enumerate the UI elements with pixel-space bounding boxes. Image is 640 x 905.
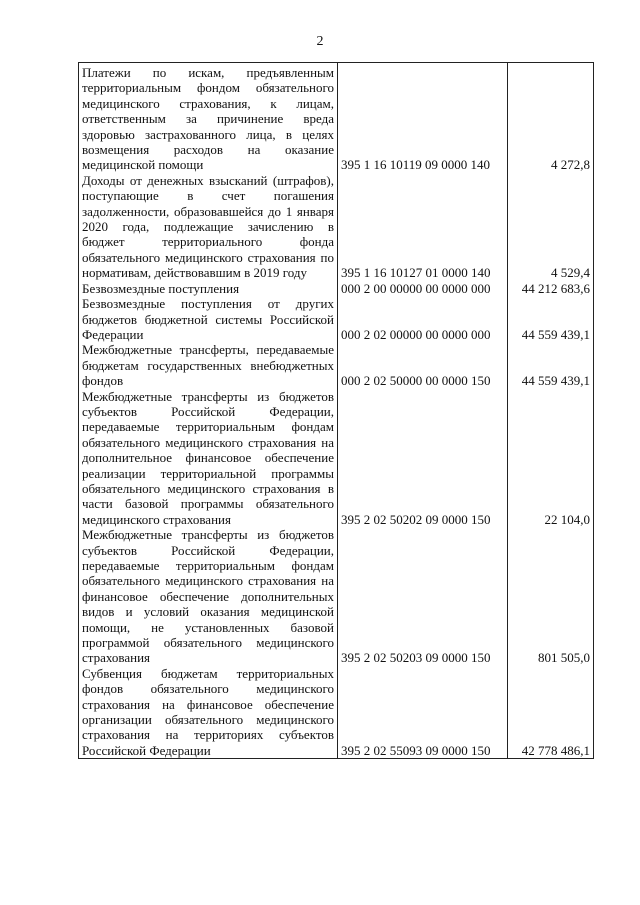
budget-code: 395 2 02 55093 09 0000 150 bbox=[338, 666, 508, 759]
page-number: 2 bbox=[316, 34, 324, 49]
budget-code: 395 1 16 10119 09 0000 140 bbox=[338, 63, 508, 173]
table-row bbox=[79, 342, 594, 388]
amount: 42 778 486,1 bbox=[508, 666, 594, 759]
revenue-name: Межбюджетные трансферты из бюджетов субъектов Российской Федерации, передаваемые территориальным фондам обязательного медицинского страхования на финансовое обеспечение дополнительных видов и условий оказания медицинской помощи, не установленных базовой программой обязательного медицинского страхования bbox=[79, 527, 338, 666]
table-row bbox=[79, 63, 594, 173]
revenue-name: Безвозмездные поступления bbox=[79, 281, 338, 296]
budget-code: 395 2 02 50203 09 0000 150 bbox=[338, 527, 508, 666]
revenue-name: Межбюджетные трансферты, передаваемые бюджетам государственных внебюджетных фондов bbox=[79, 342, 338, 388]
budget-code: 000 2 00 00000 00 0000 000 bbox=[338, 281, 508, 296]
revenue-name: Субвенция бюджетам территориальных фондов обязательного медицинского страхования на финансовое обеспечение организации обязательного медицинского страхования на территориях субъектов Российской Федерации bbox=[79, 666, 338, 759]
budget-code: 000 2 02 50000 00 0000 150 bbox=[338, 342, 508, 388]
table-row bbox=[79, 527, 594, 666]
table-row bbox=[79, 173, 594, 281]
amount: 44 559 439,1 bbox=[508, 342, 594, 388]
table-row bbox=[79, 389, 594, 528]
table-row bbox=[79, 296, 594, 342]
budget-code: 000 2 02 00000 00 0000 000 bbox=[338, 296, 508, 342]
revenue-name: Безвозмездные поступления от других бюджетов бюджетной системы Российской Федерации bbox=[79, 296, 338, 342]
revenue-name: Межбюджетные трансферты из бюджетов субъектов Российской Федерации, передаваемые территориальным фондам обязательного медицинского страхования на дополнительное финансовое обеспечение реализации территориальной программы обязательного медицинского страхования в части базовой программы обязательного медицинского страхования bbox=[79, 389, 338, 528]
amount: 4 272,8 bbox=[508, 63, 594, 173]
amount: 4 529,4 bbox=[508, 173, 594, 281]
amount: 44 559 439,1 bbox=[508, 296, 594, 342]
amount: 801 505,0 bbox=[508, 527, 594, 666]
budget-code: 395 1 16 10127 01 0000 140 bbox=[338, 173, 508, 281]
revenue-name: Доходы от денежных взысканий (штрафов), поступающие в счет погашения задолженности, образовавшейся до 1 января 2020 года, подлежащие зачислению в бюджет территориального фонда обязательного медицинского страхования по нормативам, действовавшим в 2019 году bbox=[79, 173, 338, 281]
revenue-table bbox=[78, 62, 594, 759]
revenue-name: Платежи по искам, предъявленным территориальным фондом обязательного медицинского страхования, к лицам, ответственным за причинение вреда здоровью застрахованного лица, в целях возмещения расходов на оказание медицинской помощи bbox=[79, 63, 338, 173]
amount: 44 212 683,6 bbox=[508, 281, 594, 296]
budget-code: 395 2 02 50202 09 0000 150 bbox=[338, 389, 508, 528]
table-row bbox=[79, 666, 594, 759]
table-row bbox=[79, 281, 594, 296]
amount: 22 104,0 bbox=[508, 389, 594, 528]
